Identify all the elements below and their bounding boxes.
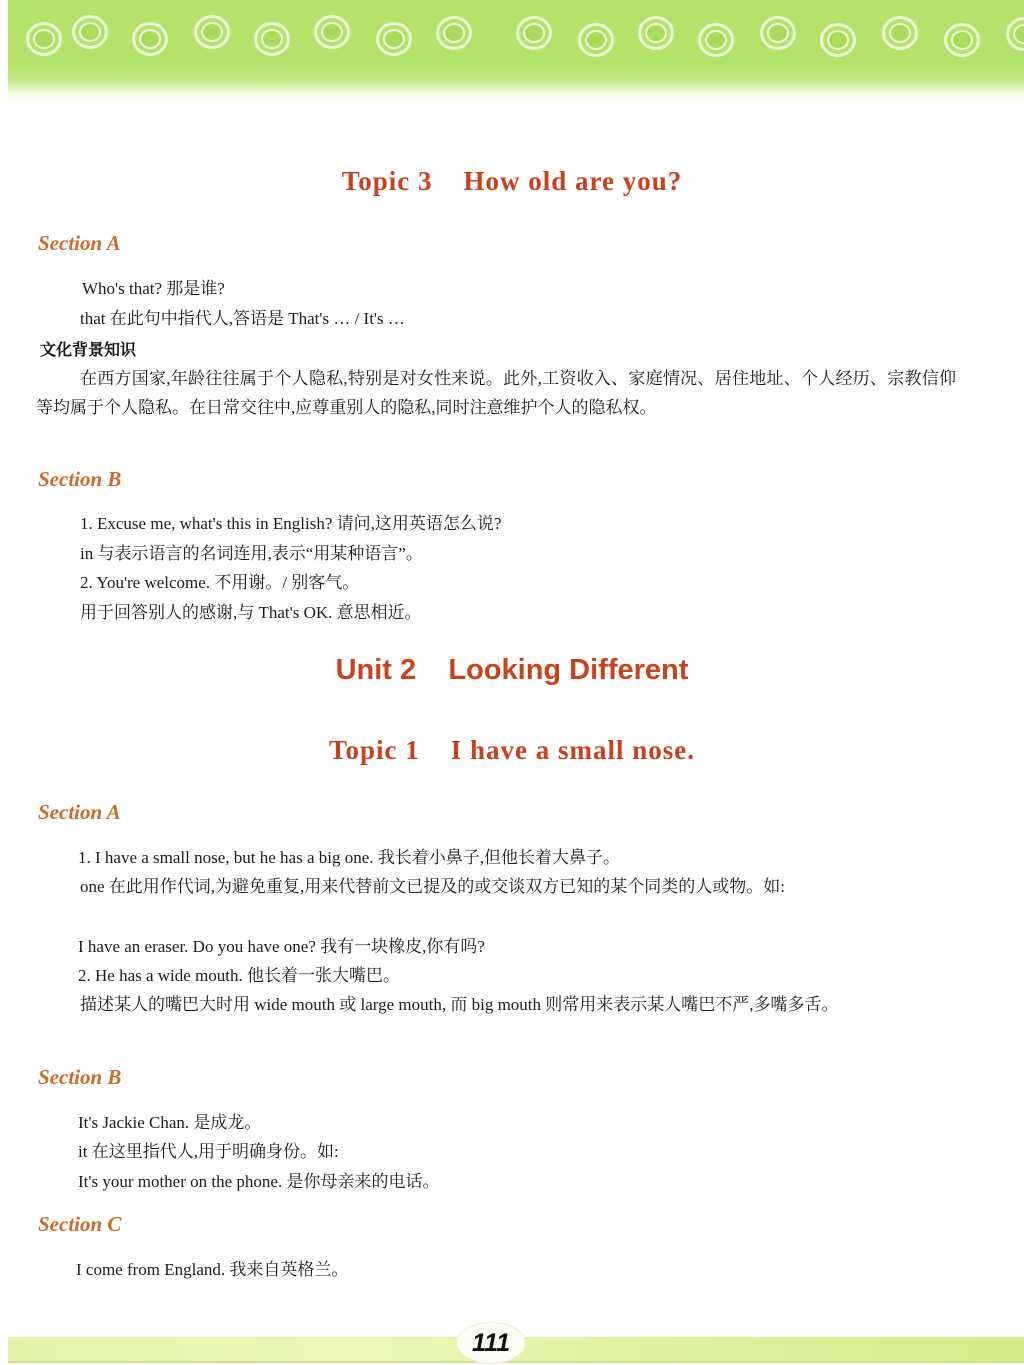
topic1-section-b-line: It's your mother on the phone. 是你母亲来的电话。 (78, 1172, 440, 1191)
ring-ornament-icon (698, 23, 734, 57)
topic1-section-a-line: 2. He has a wide mouth. 他长着一张大嘴巴。 (78, 966, 401, 985)
ring-ornament-icon (436, 16, 472, 50)
culture-background-paragraph: 在西方国家,年龄往往属于个人隐私,特别是对女性来说。此外,工资收入、家庭情况、居住地址、个人经历、宗教信仰等均属于个人隐私。在日常交往中,应尊重别人的隐私,同时注意维护个人的隐私权。 (36, 369, 956, 417)
ring-ornament-icon (132, 22, 168, 56)
ring-ornament-icon (376, 22, 412, 56)
unit-2-title: Unit 2 Looking Different (335, 654, 689, 686)
topic1-section-b-line: It's Jackie Chan. 是成龙。 (78, 1113, 262, 1132)
ring-ornament-icon (194, 15, 230, 49)
ring-ornament-icon (882, 16, 918, 50)
header-fade (8, 92, 1024, 106)
topic1-section-c-line: I come from England. 我来自英格兰。 (76, 1260, 349, 1279)
ring-ornament-icon (760, 16, 796, 50)
topic1-section-b-line: it 在这里指代人,用于明确身份。如: (78, 1142, 339, 1161)
topic1-section-c-heading: Section C (38, 1212, 122, 1236)
topic3-section-a-heading: Section A (38, 231, 121, 255)
ring-ornament-icon (578, 23, 614, 57)
topic1-section-a-paragraph: 描述某人的嘴巴大时用 wide mouth 或 large mouth, 而 big mouth 则常用来表示某人嘴巴不严,多嘴多舌。 (80, 995, 839, 1014)
topic1-section-a-paragraph: one 在此用作代词,为避免重复,用来代替前文已提及的或交谈双方已知的某个同类的人或物。如: (80, 877, 786, 896)
header-decoration-band (8, 0, 1024, 92)
topic1-section-a-line: 1. I have a small nose, but he has a big one. 我长着小鼻子,但他长着大鼻子。 (78, 848, 621, 867)
ring-ornament-icon (1006, 17, 1024, 51)
ring-ornament-icon (254, 22, 290, 56)
page-number: 111 (456, 1322, 526, 1364)
ring-ornament-icon (820, 23, 856, 57)
topic3-section-b-line: 1. Excuse me, what's this in English? 请问,这用英语怎么说? (80, 514, 502, 533)
ring-ornament-icon (516, 16, 552, 50)
topic3-section-b-heading: Section B (38, 467, 122, 491)
culture-background-heading: 文化背景知识 (40, 340, 137, 359)
ring-ornament-icon (26, 22, 62, 56)
topic3-section-b-line: in 与表示语言的名词连用,表示“用某种语言”。 (80, 544, 423, 563)
ring-ornament-icon (72, 15, 108, 49)
topic3-section-b-line: 2. You're welcome. 不用谢。/ 别客气。 (80, 573, 360, 592)
topic3-section-b-line: 用于回答别人的感谢,与 That's OK. 意思相近。 (80, 603, 422, 622)
topic1-section-a-heading: Section A (38, 800, 121, 824)
topic3-section-a-line: Who's that? 那是谁? (82, 279, 225, 298)
topic1-section-b-heading: Section B (38, 1065, 122, 1089)
ring-ornament-icon (944, 23, 980, 57)
topic-3-title: Topic 3 How old are you? (341, 166, 683, 196)
topic1-section-a-line: I have an eraser. Do you have one? 我有一块橡皮,你有吗? (78, 937, 485, 956)
topic-1-title: Topic 1 I have a small nose. (328, 735, 696, 765)
ring-ornament-icon (638, 16, 674, 50)
ring-ornament-icon (314, 15, 350, 49)
topic3-section-a-line: that 在此句中指代人,答语是 That's … / It's … (80, 309, 405, 328)
